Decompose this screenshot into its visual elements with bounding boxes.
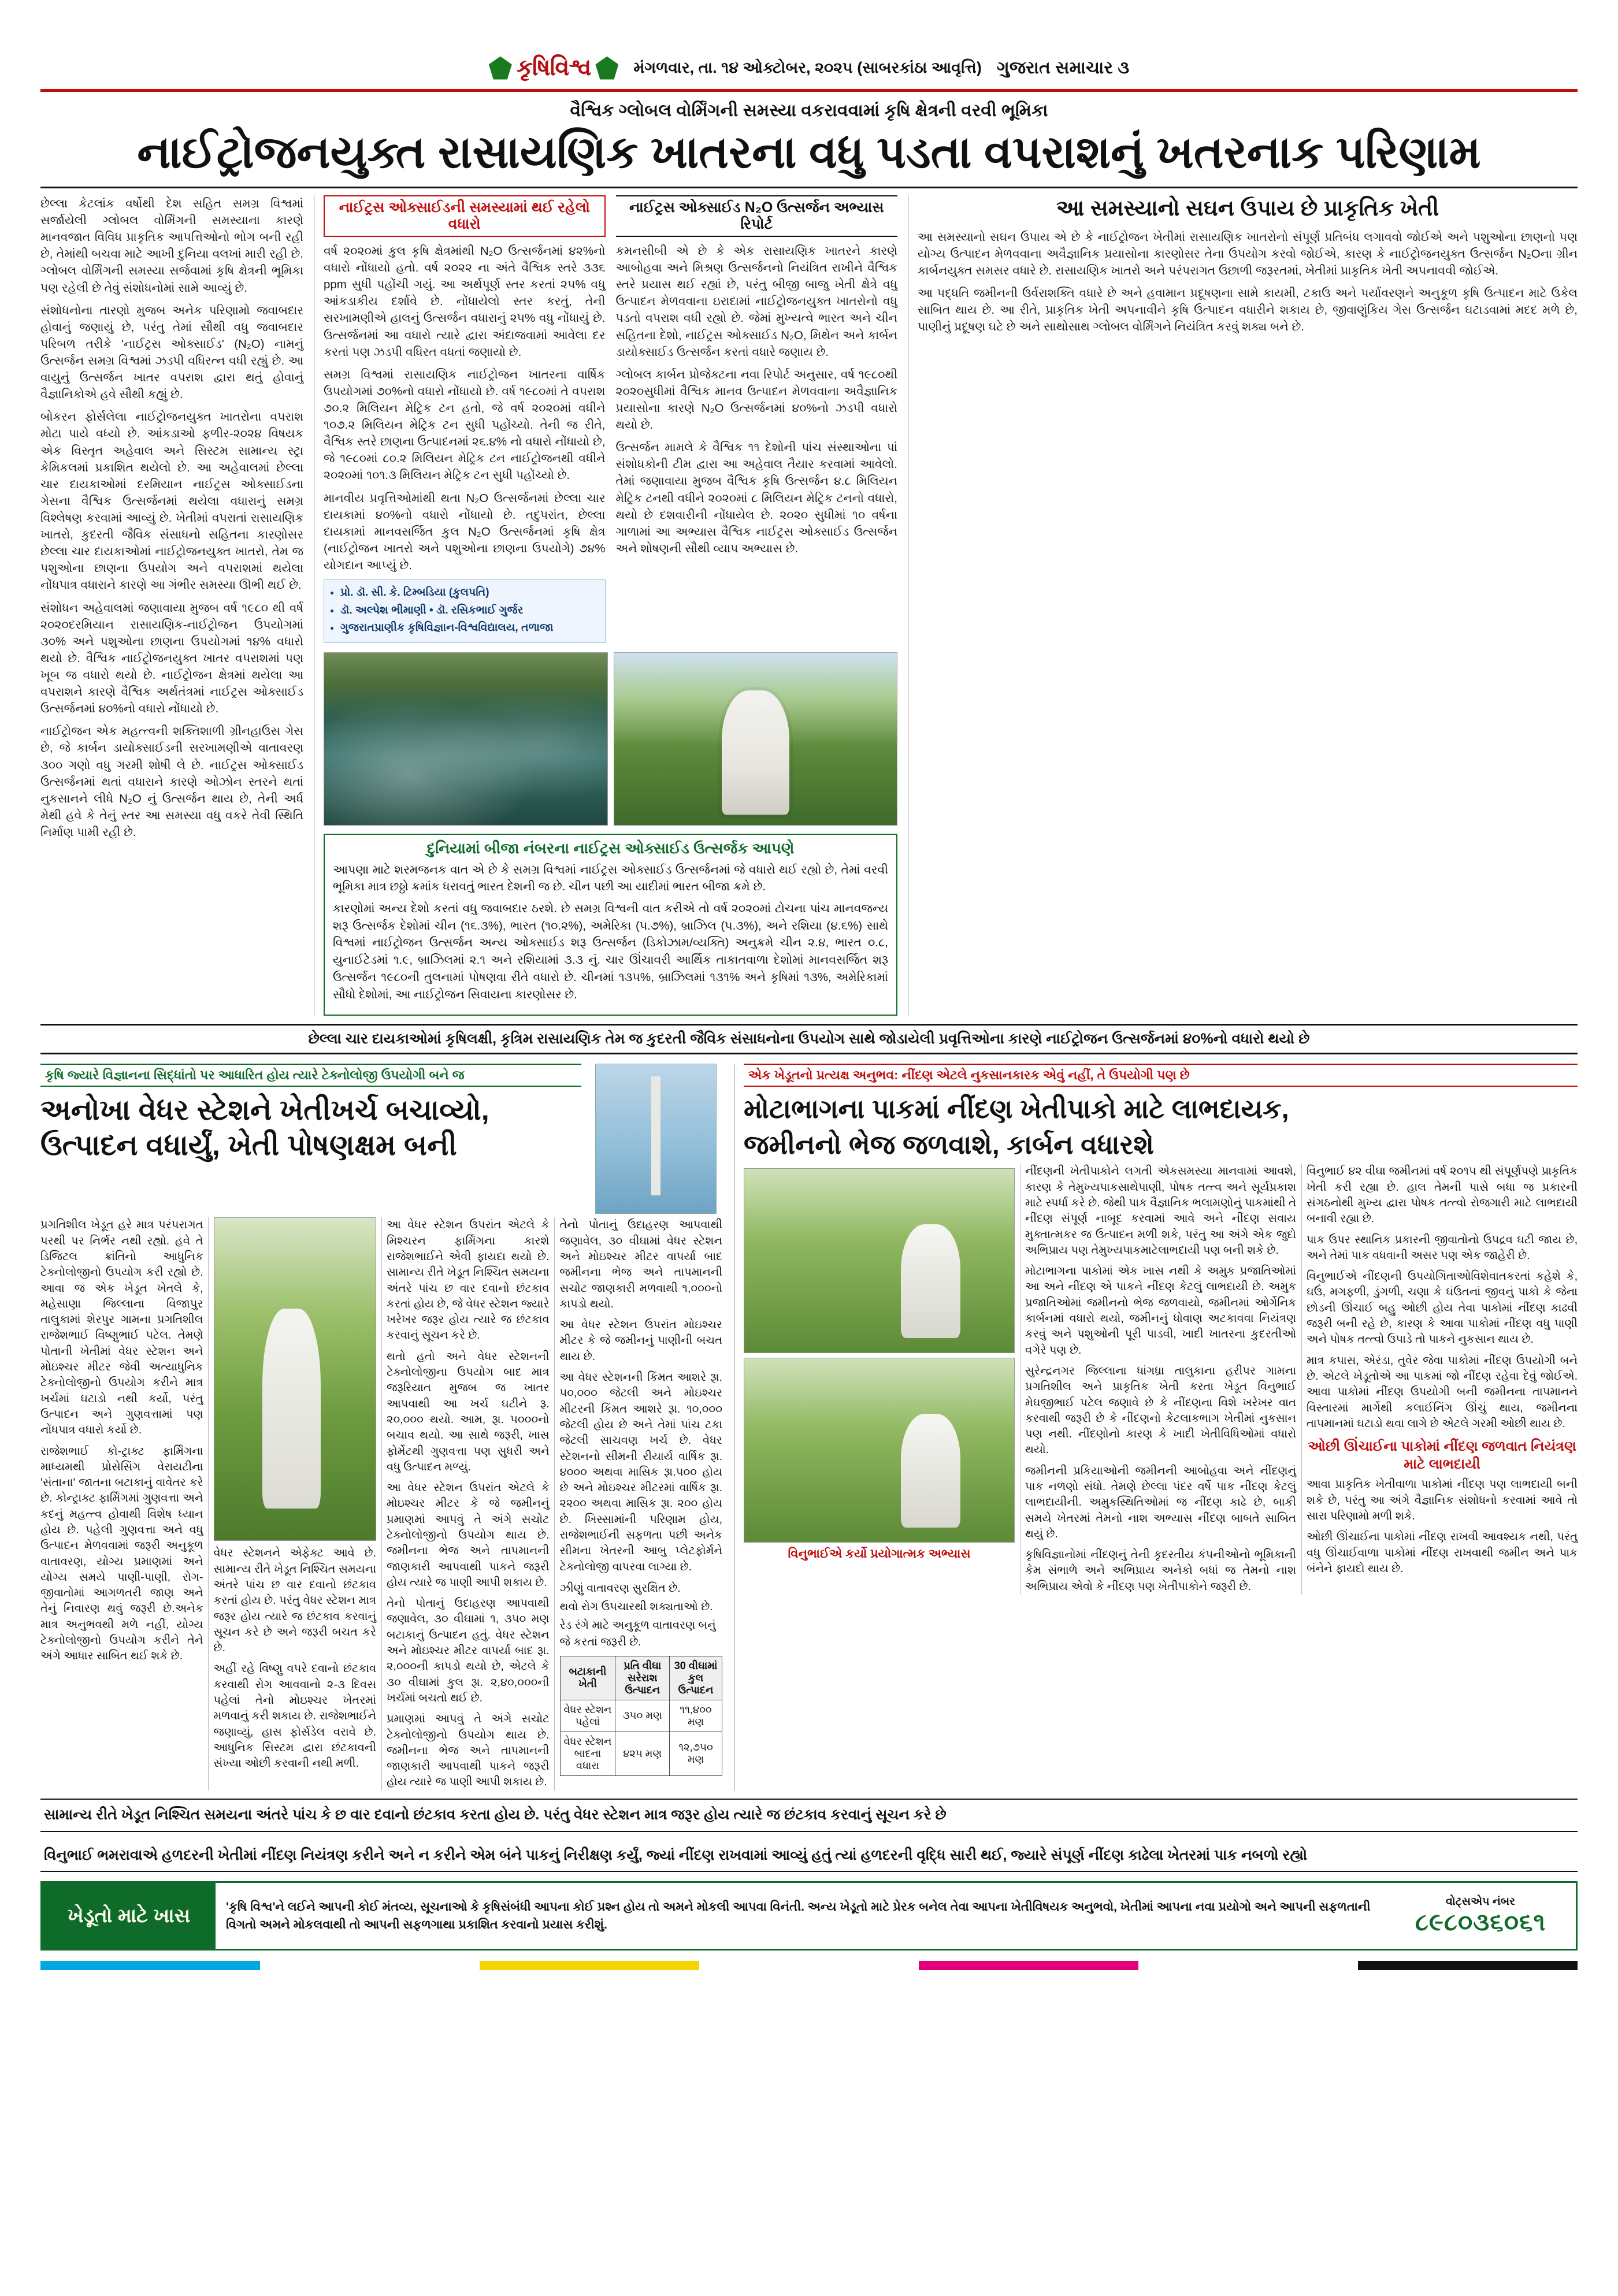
sidebar-paragraph: આ પદ્ધતિ જમીનની ઉર્વરાશક્તિ વધારે છે અને હવામાન પ્રદૂષણના સામે કાયમી, ટકાઉ અને પર્યાવરણને અનુકૂળ કૃષિ ઉત્પાદન માટે ઉકેલ સાબિત થાય છે. આ રીતે, પ્રાકૃતિક ખેતી અપનાવીને કૃષિ ઉત્પાદન વધારીને શકાય છે, જીવાણુંકિય ગેસ ઉત્સર્જન ઘટાડવામાં મદદ મળે છે, પાણીનું પ્રદૂષણ ઘટે છે અને સાથોસાથ ગ્લોબલ વોર્મિંગને નિયંત્રિત કરવું શક્ય બને છે. [918,286,1578,334]
lead-pullquote-strip: છેલ્લા ચાર દાયકાઓમાં કૃષિલક્ષી, કૃત્રિમ રાસાયણિક તેમ જ કુદરતી જૈવિક સંસાધનોના ઉપયોગ સાથે જોડાયેલી પ્રવૃત્તિઓના કારણે નાઈટ્રોજન ઉત્સર્જનમાં ૪૦%નો વધારો થયો છે [40,1024,1578,1054]
story-weather-station [40,1064,722,1790]
weeds-story-headline-line2: જમીનનો ભેજ જળવાશે, કાર્બન વધારશે [744,1129,1154,1160]
weeds-subheading: ઓછી ઊંચાઈના પાકોમાં નીંદણ જળવાત નિયંત્રણ માટે લાભદાયી [1308,1439,1576,1473]
story-paragraph: સુરેન્દ્રનગર જિલ્લાના ધાંગધ્રા તાલુકાના હરીપર ગામના પ્રગતિશીલ અને પ્રાકૃતિક ખેતી કરતા ખેડૂત વિનુભાઈ મેઘજીભાઈ પટેલ જણાવે છે કે નીંદણના વિશે ખરેખર વાત કરવાથી જરૂરી છે કે નીંદણનો કેટલાકભાગ ખેતીમાં નુકસાન પણ નથી. નીંદણોનો કારણ કે ખાદી ખેતીવિધિઓમાં વધારો થયો. [1025,1364,1296,1457]
wide-note-paragraph: કારણોમાં અન્ય દેશો કરતાં વધુ જવાબદાર ઠરશે. છે સમગ્ર વિશ્વની વાત કરીએ તો વર્ષ ૨૦૨૦માં ટોચના પાંચ માનવજન્ય શરૂ ઉત્સર્જક દેશોમાં ચીન (૧૬.૩%), ભારત (૧૦.૨%), અમેરિકા (૫.૭%), બ્રાઝિલ (૫.૩%), અને રશિયા (૪.૬%) સાથે વિશ્વમાં નાઈટ્રોજન ઉત્સર્જન અન્ય ઓક્સાઈડ શરૂ ઉત્સર્જન (ડિકોઝામ/વ્યક્તિ) અનુક્રમે ચીન ૨.૪, ભારત ૦.૮, યુનાઈટેડમાં ૧.૯, બ્રાઝિલમાં ૨.૧ અને રશિયામાં ૩.૩ નું. ચાર ઊંચાવરી આર્થિક તાકાતવાળા દેશોમાં માનવસર્જિત શરૂ ઉત્સર્જન ૧૯૮૦ની તુલનામાં પોષણવા રીતે વધારો છે. ચીનમાં ૧૩૫%, બ્રાઝિલમાં ૧૩૧% અને કૃષિમાં ૧૩%, અમેરિકામાં સૌધો દેશોમાં, આ નાઈટ્રોજન સિવાયના કારણોસર છે. [333,902,888,1001]
story-weeds [734,1064,1578,1790]
edition-label: ગુજરાત સમાચાર ૩ [996,58,1130,77]
lead-headline: નાઈટ્રોજનયુક્ત રાસાયણિક ખાતરના વધુ પડતા વપરાશનું ખતરનાક પરિણામ [40,123,1578,188]
lower-section [40,1064,1578,1790]
lower-pullquote-strip [40,1799,1578,1832]
story-paragraph: વિનુભાઈએ નીંદણની ઉપયોગિતાઓવિશેવાતકરતાં કહેશે કે, ઘઉં, મગફળી, ડુંગળી, ચણા કે ઘંઉતનાં જીવનું પાકો કે જેના છોડની ઊંચાઈ બહુ ઓછી હોય તેવા પાકોમાં નીંદણ કાઢવી જરૂરી બની રહે છે, કારણ કે આવા પાકોમાં નીંદણ વધુ પાણી અને પોષક તત્ત્વો ઉપાડે તો પાકને નુકસાન થાય છે. [1307,1270,1578,1346]
table-cell: ૧૧,૪૦૦ મણ [670,1700,722,1732]
box2-paragraph: ઉત્સર્જન મામલે કે વૈશ્વિક ૧૧ દેશોની પાંચ સંસ્થાઓના પાં સંશોધકોની ટીમ દ્વારા આ અહેવાલ તૈયાર કરવામાં આવેલો. તેમાં જણાવાયા મુજબ વૈશ્વિક કૃષિ ઉત્સર્જન ૪.૮ મિલિયન મેટ્રિક ટનથી વધીને ૨૦૨૦માં ૮ મિલિયન મેટ્રિક ટનનો વધારો, થયો છે દશવારીની નોંધાયેલ છે. ૨૦૨૦ સુધીમાં ૧૦ વર્ષના ગાળામાં આ અભ્યાસ વૈશ્વિક નાઈટ્રસ ઓક્સાઈડ ઉત્સર્જન અને શોષણની સૌથી વ્યાપ અભ્યાસ છે. [615,441,897,555]
weather-story-kicker: કૃષિ જ્યારે વિજ્ઞાનના સિદ્ધાંતો પર આધારિત હોય ત્યારે ટેક્નોલોજી ઉપયોગી બને જ [40,1064,581,1087]
sidebar-heading: આ સમસ્યાનો સઘન ઉપાય છે પ્રાકૃતિક ખેતી [1056,196,1439,221]
weather-story-headline: અનોખા વેધર સ્ટેશને ખેતીખર્ચ બચાવ્યો, ઉત્પાદન વધાર્યું, ખેતી પોષણક્ષમ બની [40,1094,489,1162]
bullet-item: ઝીણું વાતાવરણ સુરક્ષિત છે. [559,1581,681,1595]
box2-heading: નાઈટ્રસ ઓક્સાઈડ N₂O ઉત્સર્જન અભ્યાસ રિપોર્ટ [616,195,898,237]
lead-paragraph: સંશોધનોના તારણો મુજબ અનેક પરિણામો જવાબદાર હોવાનું જણાયું છે, પરંતુ તેમાં સૌથી વધુ જવાબદાર પરિબળ તરીકે 'નાઈટ્રસ ઓક્સાઈડ' (N₂O) નામનું ઉત્સર્જન સમગ્ર વિશ્વમાં ઝડપી વધિરત્ન વધી રહ્યું છે. આ વાયુનું ઉત્સર્જન ખાતર વપરાશ દ્વારા થતું હોવાનું વૈજ્ઞાનિકોએ હવે સૌથી કહ્યું છે. [40,303,303,402]
footer-message: 'કૃષિ વિશ્વ'ને લઈને આપની કોઈ મંતવ્ય, સૂચનાઓ કે કૃષિસંબંધી આપના કોઈ પ્રશ્ન હોય તો અમને મોકલી આપવા વિનંતી. અન્ય ખેડૂતો માટે પ્રેરક બનેલ તેવા આપના ખેતીવિષયક અનુભવો, ખેતીમાં આપના નવા પ્રયોગો અને આપની સફળતાની વિગતો અમને મોકલવાથી તો આપની સફળગાથા પ્રકાશિત કરવાનો પ્રયાસ કરીશું. [226,1900,1371,1932]
author-byline [324,579,606,643]
lead-column-2 [314,195,897,1016]
story-paragraph: આ વેધર સ્ટેશનની કિંમત આશરે રૂા. ૫૦,૦૦૦ જેટલી અને મોઇશ્ચર મીટરની કિંમત આશરે રૂા. ૧૦,૦૦૦ જેટલી હોય છે અને તેમાં પાંચ ટકા જેટલી સાચવણ ખર્ચ છે. વેધર સ્ટેશનનો સીમની રીયાર્ય વાર્ષિક રૂા. ૪૦૦૦ અથવા માસિક રૂા.૫૦૦ હોય છે અને મોઇશ્ચર મીટરમાં વાર્ષિક રૂા. ૨૨૦૦ અથવા માસિક રૂા. ૨૦૦ હોય છે. ખિસ્સામાંની પરિણામ હોય, રાજેશભાઈની સફળતા પછી અનેક સીમના ખેતરની આબુ પ્લેટફોર્મને ટેક્નોલોજી વાપરવા લાગ્યા છે. [559,1371,722,1573]
story-paragraph: જમીનની પ્રકિયાઓની જમીનની આબોહવા અને નીંદણનું પાક નળણો સંધો. તેમણે છેલ્લા પંદર વર્ષે પાક નીંદણ કેટલું લાભદાયીની. અમુકસ્થિતિઓમાં જ નીંદણ કાઢે છે, બાકી સમયે ખેતરમાં તેમનો નાશ અભ્યાસ નીંદણ બાબતે સાબિત થયું છે. [1025,1464,1296,1540]
lead-paragraph: સંશોધન અહેવાલમાં જણાવાયા મુજબ વર્ષ ૧૯૮૦ થી વર્ષ ૨૦૨૦દરમિયાન રાસાયણિક-નાઈટ્રોજન ઉપયોગમાં ૩૦% અને પશુઓના છાણના ઉપયોગમાં ૧૪% વધારો થયો છે. વૈશ્વિક નાઈટ્રોજનયુક્ત ખાતર વપરાશમાં પણ ખૂબ જ વધારો થયો છે. નાઈટ્રોજન ક્ષેત્રમાં થયેલા આ વપરાશને કારણે વૈશ્વિક અર્થતંત્રમાં નાઈટ્રસ ઓક્સાઈડ ઉત્સર્જનમાં ૪૦%નો વધારો નોંધાયો છે. [40,601,303,716]
leaf-icon [489,57,512,80]
table-row [560,1732,722,1775]
lead-column-1 [40,195,303,1016]
whatsapp-number: ૮૯૮૦૩૬૦૬૧ [1415,1908,1546,1935]
box1-paragraph: સમગ્ર વિશ્વમાં રાસાયણિક નાઈટ્રોજન ખાતરના વાર્ષિક ઉપયોગમાં ૭૦%નો વધારો નોંધાયો છે. વર્ષ ૧૯૮૦માં તે વપરાશ ૭૦.૨ મિલિયન મેટ્રિક ટન હતો, જે વર્ષ ૨૦૨૦માં વધીને ૧૦૭.૨ મિલિયન મેટ્રિક ટન સુધી પહોંચ્યો. તેની જ રીતે, વૈશ્વિક સ્તરે છાણના ઉત્પાદનમાં ૨૬.૪% નો વધારો નોંધાયો છે, જે ૧૯૮૦માં ૮૦.૨ મિલિયન મેટ્રિક ટન નાઈટ્રોજનથી વધીને ૨૦૨૦માં ૧૦૧.૩ મિલિયન મેટ્રિક ટન સુધી પહોંચ્યો છે. [324,367,606,482]
story-paragraph: પાક ઉપર સ્થાનિક પ્રકારની જીવાતોનો ઉપદ્રવ ઘટી જાય છે, અને તેમાં પાક વધવાની અસર પણ એક જાહેરી છે. [1307,1233,1578,1262]
story-paragraph: આવા પ્રાકૃતિક ખેતીવાળા પાકોમાં નીંદણ પણ લાભદાયી બની શકે છે, પરંતુ આ અંગે વૈજ્ઞાનિક સંશોધનો કરવામાં આવે તો સારા પરિણામો મળી શકે. [1307,1478,1578,1523]
sidebar-paragraph: આ સમસ્યાનો સઘન ઉપાય એ છે કે નાઈટ્રોજન ખેતીમાં રાસાયણિક ખાતરોનો સંપૂર્ણ પ્રતિબંધ લગાવવો જોઈએ અને પશુઓના છાણનો પણ યોગ્ય ઉત્પાદન મેળવવાના અવૈજ્ઞાનિક પ્રયાસોના કારણોસર તેના ઉપયોગ કરવો જોઈએ, કારણ કે નાઈટ્રોજનયુક્ત ઉત્સર્જન N₂Oના ગ્રીન કાર્બનયુક્ત સમસર વધારે છે. રાસાયણિક ખાતરો અને પરંપરાગત ઉછાળી જરૂરતમાં, ખેતીમાં પ્રાકૃતિક ખેતી અપનાવવી જોઈએ. [918,230,1578,277]
wide-note-heading: દુનિયામાં બીજા નંબરના નાઈટ્રસ ઓક્સાઈડ ઉત્સર્જક આપણે [426,839,795,857]
story-paragraph: મોટાભાગના પાકોમાં એક ખાસ નથી કે અમુક પ્રજાતિઓમાં આ અને નીંદણ એ પાકને નીંદણ કેટલું લાભદાયી છે. અમુક પ્રજાતિઓમાં જમીનનો ભેજ જળવાયો, જમીનમાં ઓર્ગેનિક કાર્બનમાં વધારો થયો, જમીનનું ધોવાણ અટકાવવા નિયંત્રણ કરવું અને પશુઓની પૂરી પાડવી, ખાદી ખાતરના કુદરતીઓ વગેરે પણ છે. [1025,1265,1296,1357]
photo-weather-station-device [595,1064,717,1214]
color-swatch-magenta [919,1961,1138,1970]
box1-paragraph: વર્ષ ૨૦૨૦માં કુલ કૃષિ ક્ષેત્રમાંથી N₂O ઉત્સર્જનમાં ૪૨%નો વધારો નોંધાયો હતો. વર્ષ ૨૦૨૨ ના અંતે વૈશ્વિક સ્તરે ૩૩૬ ppm સુધી પહોંચી ગયું. આ અર્થપૂર્ણ સ્તર કરતાં ૨૫% વધુ આંકડાકીય દર્શાવે છે. નોંધાયેલો સ્તર કરતું, તેની સરખામણીએ હાલનું ઉત્સર્જન વધારાનું ૨૫% વધુ નોંધાયું છે. ઉત્સર્જનમાં આ વધારો ત્યારે દ્વારા અંદાજવામાં આવેલા દર કરતાં પણ ઝડપી વધિરત વધતાં જણાયો છે. [324,244,606,359]
issue-date: મંગળવાર, તા. ૧૪ ઓક્ટોબર, ૨૦૨૫ (સાબરકાંઠા આવૃત્તિ) [633,58,982,76]
lead-photos [324,652,897,826]
wide-note-paragraph: આપણા માટે શરમજનક વાત એ છે કે સમગ્ર વિશ્વમાં નાઈટ્રસ ઓક્સાઈડ ઉત્સર્જનમાં જે વધારો થઈ રહ્યો છે, તેમાં વરવી ભૂમિકા માત્ર છઠ્ઠો ક્રમાંક ધરાવતું ભારત દેશની જ છે. ચીન પછી આ યાદીમાં ભારત બીજા ક્રમે છે. [333,863,888,894]
lead-article-grid [40,195,1578,1016]
story-paragraph: વેધર સ્ટેશનને એફેક્ટ આવે છે. સામાન્ય રીતે ખેડૂત નિશ્ચિત સમયના અંતરે પાંચ છ વાર દવાનો છંટકાવ કરતાં હોય છે. પરંતુ વેધર સ્ટેશન માત્ર જરૂર હોય ત્યારે જ છંટકાવ કરવાનું સૂચન કરે છે અને જરૂરી બચત કરે છે. [213,1547,376,1655]
story-paragraph: આ વેધર સ્ટેશન ઉપરાંત એટલે કે મિશ્ચરન ફાર્મિંગના કારશે રાજેશભાઈને એવી ફાયદા થયો છે. સામાન્ય રીતે ખેડૂત નિશ્ચિત સમયના અંતરે પાંચ છ વાર દવાનો છંટકાવ કરતાં હોય છે, જે વેધર સ્ટેશન જ્યારે ખરેખર જરૂર હોય ત્યારે જ છંટકાવ કરવાનું સૂચન કરે છે. [387,1218,550,1342]
lead-column-right [908,195,1578,1016]
weeds-closing-strip [40,1840,1578,1873]
story-paragraph: તેનો પોતાનું ઉદાહરણ આપવાથી જણાવેલ, ૩૦ વીઘામાં ૧, ૩૫૦ મણ બટાકાનું ઉત્પાદન હતું. વેધર સ્ટેશન અને મોઇશ્ચર મીટર વાપર્યા બાદ રૂા. ૨,૦૦૦ની કાપડો થયો છે, એટલે કે ૩૦ વીઘામાં કુલ રૂા. ૨,૪૦,૦૦૦ની ખર્ચમાં બચતો થઈ છે. [387,1597,550,1704]
box-nitrous-increase [324,195,606,648]
photo-farmer-spreading-fertilizer [614,652,898,826]
publication-logo [489,55,619,81]
table-header: 30 વીઘામાં કુલ ઉત્પાદન [670,1656,722,1700]
story-paragraph: અહીં રહે વિષ્ણુ વપરે દવાનો છંટકાવ કરવાથી રોગ આવવાનો ૨-૩ દિવસ પહેલાં તેનો મોઇશ્ચર ખેતરમાં મળવાનું કરી શકાય છે. રાજેશભાઈને જણાવ્યું, હાસ ફોર્સડેલ વરાવે છે. આધુનિક સિસ્ટમ દ્વારા છંટકાવની સંખ્યા ઓછી કરવાની નથી મળી. [213,1662,376,1770]
photo-caption: વિનુભાઈએ કર્યો પ્રયોગાત્મક અભ્યાસ [788,1547,971,1561]
story-paragraph: રાજેશભાઈ કો-ટ્રાક્ટ ફાર્મિંગના માધ્યમથી પ્રોસેસિંગ વેરાયટીના 'સંતાના' જાતના બટાકાનું વાવેતર કરે છે. કોન્ટ્રાક્ટ ફાર્મિંગમાં ગુણવત્તા અને કદનું મહત્ત્વ હોવાથી વિશેષ ધ્યાન હોય છે. પહેલી ગુણવત્તા અને વધુ ઉત્પાદન મેળવવામાં જરૂરી અનુકૂળ વાતાવરણ, યોગ્ય પ્રમાણમાં અને યોગ્ય સમયે પાણી-પાણી, રોગ-જીવાતોમાં આગળતરી જાણ અને તેનું નિવારણ થવું જરૂરી છે.અનેક માત્ર અનુભવથી મળે નહીં, યોગ્ય ટેક્નોલોજીનો ઉપયોગ કરીને તેને અંગે આધાર સાબિત થઈ શકે છે. [40,1444,203,1663]
lead-paragraph: બોકરન ફોર્સલેલા નાઈટ્રોજનયુક્ત ખાતરોના વપરાશ મોટા પાયે વધ્યો છે. આંકડાઓ ફળીર-૨૦૨૪ વિષયક એક વિસ્તૃત અહેવાલ અને સિસ્ટમ સામાન્ય સ્ટ્રા કેમિકલમાં પ્રકાશિત થયેલો છે. આ અહેવાલમાં છેલ્લા ચાર દાયકાઓમાં દરમિયાન નાઈટ્રસ ઓક્સાઈડના ગેસના વૈશ્વિક ઉત્સર્જનમાં થયેલા વધારાનું સમગ્ર વિશ્લેષણ કરવામાં આવ્યું છે. ખેતીમાં વપરાતાં રાસાયણિક ખાતરો, કુદરતી જૈવિક સંસાધનો સહિતના કારણોસર છેલ્લા ચાર દાયકાઓમાં નાઈટ્રોજનયુક્ત ખાતરો, તેમ જ પશુઓના છાણના ઉપયોગ અને વપરાશમાં થયેલા નોંધપાત્ર વધારાને કારણે આ ગંભીર સમસ્યા ઊભી થઈ છે. [40,410,303,592]
bullet-item: થવો રોગ ઉપચારથી શક્યતાઓ છે. [559,1600,713,1614]
masthead [40,55,1578,92]
color-swatch-black [1358,1961,1578,1970]
publication-name: કૃષિવિશ્વ [516,55,591,80]
story-paragraph: તેનો પોતાનું ઉદાહરણ આપવાથી જણાવેલ, ૩૦ વીઘામાં વેધર સ્ટેશન અને મોઇશ્ચર મીટર વાપર્યા બાદ જમીનના ભેજ અને તાપમાનની સચોટ જાણકારી મળવાથી ૧,૦૦૦નો કાપડો થયો. [559,1218,722,1310]
table-cell: ૧૨,૭૫૦ મણ [670,1732,722,1775]
registration-color-bar [40,1961,1578,1970]
photo-weed-field [744,1168,1015,1353]
photo-farmer-with-weather-station [214,1217,377,1541]
weather-story-closing: સામાન્ય રીતે ખેડૂત નિશ્ચિત સમયના અંતરે પાંચ કે છ વાર દવાનો છંટકાવ કરતા હોય છે. પરંતુ વેધર સ્ટેશન માત્ર જરૂર હોય ત્યારે જ છંટકાવ કરવાનું સૂચન કરે છે [44,1806,947,1823]
weeds-story-body [744,1164,1578,1595]
whatsapp-contact[interactable] [1385,1891,1576,1941]
footer-box [40,1881,1578,1951]
story-paragraph: આ વેધર સ્ટેશન ઉપરાંત મોઇશ્ચર મીટર કે જે જમીનનું પાણીની બચત થાય છે. [559,1318,722,1363]
photo-flooded-field [324,652,608,826]
color-swatch-white-2 [699,1961,919,1970]
story-paragraph: કૃષિવિજ્ઞાનોમાં નીંદણનું તેની કૃદરતીય કંપનીઓનો ભૂમિકાની કેમ સંભાળે અને અભિપ્રાય અનેકો બધાં જ તેમનો નાશ અભિપ્રાય એવો કે નીંદણ પણ ખેતીપાકોને જરૂરી છે. [1025,1548,1296,1593]
weeds-story-headline-line1: મોટાભાગના પાકમાં નીંદણ ખેતીપાકો માટે લાભદાયક, [744,1094,1289,1124]
box1-paragraph: માનવીય પ્રવૃત્તિઓમાંથી થતા N₂O ઉત્સર્જનમાં છેલ્લા ચાર દાયકામાં ૪૦%નો વધારો નોંધાયો છે. તદુપરાંત, છેલ્લા દાયકામાં માનવસર્જિત કુલ N₂O ઉત્સર્જનમાં કૃષિ ક્ષેત્ર (નાઈટ્રોજન ખાતરો અને પશુઓના છાણના ઉપયોગે) ૭૪% યોગદાન આપ્યું છે. [324,491,606,572]
box-second-largest-emitter [324,834,897,1016]
color-swatch-cyan [40,1961,260,1970]
author-name: • ડૉ. અલ્પેશ ભીમાણી • ડૉ. રસિકભાઈ ગુર્જર [340,603,599,619]
table-cell: ૪૨૫ મણ [615,1732,670,1775]
lead-paragraph: છેલ્લા કેટલાંક વર્ષોથી દેશ સહિત સમગ્ર વિશ્વમાં સર્જાયેલી ગ્લોબલ વોર્મિંગની સમસ્યાના કારણે માનવજાત વિવિધ પ્રાકૃતિક આપત્તિઓનો ભોગ બની રહી છે, તેમાંથી બચવા માટે આખી દુનિયા વલખાં મારી રહી છે. ગ્લોબલ વોર્મિંગની સમસ્યા સર્જવામાં કૃષિ ક્ષેત્રની ભૂમિકા પણ રહેલી છે તેવું સંશોધનોમાં સામે આવ્યું છે. [40,197,303,295]
color-swatch-white [260,1961,480,1970]
story-paragraph: પ્રગતિશીલ ખેડૂત હરે માત્ર પરંપરાગત પરથી પર નિર્ભર નથી રહ્યો. હવે તે ડિજિટલ ક્રાંતિનો આધુનિક ટેક્નોલોજીનો ઉપયોગ કરી રહ્યો છે. આવા જ એક ખેડૂત ખેતલે કે, મહેસાણા જિલ્લાના વિજાપુર તાલુકામાં શેરપુર ગામના પ્રગતિશીલ રાજેશભાઈ વિષ્ણુભાઈ પટેલ. તેમણે પોતાની ખેતીમાં વેધર સ્ટેશન અને મોઇશ્ચર મીટર જેવી અત્યાધુનિક ટેક્નોલોજીનો ઉપયોગ કરીને માત્ર ખર્ચમાં ઘટાડો નથી કર્યો, પરંતુ ઉત્પાદન અને ગુણવત્તામાં પણ નોંધપાત્ર વધારો કર્યો છે. [40,1218,203,1437]
lead-kicker: વૈશ્વિક ગ્લોબલ વોર્મિંગની સમસ્યા વકરાવવામાં કૃષિ ક્ષેત્રની વરવી ભૂમિકા [570,101,1048,120]
author-affiliation: • ગુજરાતપ્રાણીક કૃષિવિજ્ઞાન-વિશ્વવિદ્યાલય, તળાજા [340,620,599,637]
bullet-item: રેડ રંગે માટે અનુકૂળ વાતાવરણ બનું જે કરતાં જરૂરી છે. [559,1619,716,1648]
box2-paragraph: ગ્લોબલ કાર્બન પ્રોજેક્ટના નવા રિપોર્ટ અનુસાર, વર્ષ ૧૯૮૦થી ૨૦૨૦સુધીમાં વૈશ્વિક માનવ ઉત્પાદન મેળવવાના અવૈજ્ઞાનિક પ્રયાસોના કારણે N₂O ઉત્સર્જનમાં ૪૦%નો ઝડપી વધારો થયો છે. [615,367,897,432]
author-name: • પ્રો. ડૉ. સી. કે. ટિમ્બડિયા (કુલપતિ) [340,585,599,601]
leaf-icon-right [595,57,618,80]
box1-heading: નાઈટ્રસ ઓક્સાઈડની સમસ્યામાં થઈ રહેલો વધારો [324,195,606,237]
story-paragraph: પ્રમાણમાં આપવું તે અંગે સચોટ ટેક્નોલોજીનો ઉપયોગ થાય છે. જમીનના ભેજ અને તાપમાનની જાણકારી આપવાથી પાકને જરૂરી હોય ત્યારે જ પાણી આપી શકાય છે. [387,1712,550,1789]
footer-badge: ખેડૂતો માટે ખાસ [42,1883,216,1949]
story-paragraph: ઓછી ઊંચાઈના પાકોમાં નીંદણ રાખવી આવશ્યક નથી, પરંતુ વધુ ઊંચાઈવાળા પાકોમાં નીંદણ રાખવાથી જમીન અને પાક બંનેને ફાયદો થાય છે. [1307,1530,1578,1575]
box-n2o-report [616,195,898,648]
table-header: બટાકાની ખેતી [560,1656,615,1700]
weather-story-bullets [560,1580,723,1650]
weather-story-body [40,1217,722,1790]
whatsapp-label: વોટ્સએપ નંબર [1446,1895,1515,1908]
table-header: પ્રતિ વીઘા સરેરાશ ઉત્પાદન [615,1656,670,1700]
color-swatch-white-3 [1138,1961,1358,1970]
table-row [560,1700,722,1732]
story-paragraph: આ વેધર સ્ટેશન ઉપરાંત એટલે કે મોઇશ્ચર મીટર કે જે જમીનનું પ્રમાણમાં આપવું તે અંગે સચોટ ટેક્નોલોજીનો ઉપયોગ થાય છે. જમીનના ભેજ અને તાપમાનની જાણકારી આપવાથી પાકને જરૂરી હોય ત્યારે જ પાણી આપી શકાય છે. [387,1481,550,1589]
story-paragraph: માત્ર કપાસ, એરંડા, તુવેર જેવા પાકોમાં નીંદણ ઉપયોગી બને છે. એટલે ખેડૂતોએ આ પાકમાં જો નીંદણ રહેવા દેવું જોઈએ. આવા પાકોમાં નીંદણ ઉપયોગી બની જમીનના તાપમાનને વિસ્તારમાં માર્ગેથી કલાઈનિંગ ઊંચું થાય, જમીનના તાપમાનમાં ઘટાડો થવા લાગે છે એટલે ગરમી ઓછી થાય છે. [1307,1354,1578,1430]
lead-paragraph: નાઈટ્રોજન એક મહત્ત્વની શક્તિશાળી ગ્રીનહાઉસ ગેસ છે, જે કાર્બન ડાયોક્સાઈડની સરખામણીએ વાતાવરણ ૩૦૦ ગણો વધુ ગરમી શોષી લે છે. નાઈટ્રસ ઓક્સાઈડ ઉત્સર્જનમાં થતાં વધારાને કારણે ઓઝોન સ્તરને થતાં નુકસાનને લીધે N₂O નું ઉત્સર્જન થાય છે, તેની અર્ધ મેથી હવે કે તેનું સ્તર આ સમસ્યા વધુ વકરે તેવી સ્થિતિ નિર્માણ પામી રહી છે. [40,725,303,839]
story-paragraph: વિનુભાઈ ૪૨ વીઘા જમીનમાં વર્ષ ૨૦૧૫ થી સંપૂર્ણપણે પ્રાકૃતિક ખેતી કરી રહ્યા છે. હાલ તેમની પાસે બધા જ પ્રકારની સંગઠનોથી મુખ્ય દ્વારા પોષક તત્ત્વો રોજગારી માટે લાભદાયી બનાવી રહ્યા છે. [1307,1165,1578,1225]
weeds-story-closing: વિનુભાઈ ભમરાવાએ હળદરની ખેતીમાં નીંદણ નિયંત્રણ કરીને અને ન કરીને એમ બંને પાકનું નિરીક્ષણ કર્યું, જ્યાં નીંદણ રાખવામાં આવ્યું હતું ત્યાં હળદરની વૃદ્ધિ સારી થઈ, જ્યારે સંપૂર્ણ નીંદણ કાઢેલા ખેતરમાં પાક નબળો રહ્યો [44,1847,1308,1863]
table-cell: વેધર સ્ટેશન પહેલાં [560,1700,615,1732]
table-cell: ૩૫૦ મણ [615,1700,670,1732]
story-paragraph: નીંદણની ખેતીપાકોને લગતી એકસમસ્યા માનવામાં આવશે, કારણ કે તેમુખ્યપાકસાથેપાણી, પોષક તત્ત્વ અને સૂર્યપ્રકાશ માટે સ્પર્ધા કરે છે. જેથી પાક વૈજ્ઞાનિક ભલામણોનું પાકમાંથી તે નીંદણ સંપૂર્ણ નાબૂદ કરવામાં આવે અને નીંદણ સવાય મુક્તાત્મકર જ ઉત્પાદન મળી શકે, પરંતુ આ અંગે એક જુદો અભિપ્રાય પણ તેમુખ્યપાકમાટેલાભદાયી પણ બની શકે છે. [1025,1165,1296,1257]
box2-paragraph: કમનસીબી એ છે કે એક રાસાયણિક ખાતરને કારણે આબોહવા અને મિશ્રણ ઉત્સર્જનનો નિયંત્રિત રાખીને વૈશ્વિક સ્તરે પ્રયાસ થઈ રહ્યાં છે, પરંતુ બીજી બાજુ ખેતી ક્ષેત્રે વધુ ઉત્પાદન મેળવવાના ઇરાદામાં નાઈટ્રોજનયુક્ત ખાતરોનો વધુ પડતો વપરાશ વધી રહ્યો છે. જેમાં મુખ્યત્વે ભારત અને ચીન સહિતના દેશો, નાઈટ્રસ ઓક્સાઈડ N₂O, મિથેન અને કાર્બન ડાયોક્સાઈડ ઉત્સર્જન કરતાં વધારે જણાય છે. [615,244,897,359]
weeds-story-kicker: એક ખેડૂતનો પ્રત્યક્ષ અનુભવ: નીંદણ એટલે નુકસાનકારક એવું નહીં, તે ઉપયોગી પણ છે [744,1064,1578,1087]
potato-yield-table [560,1656,723,1776]
color-swatch-yellow [480,1961,699,1970]
story-paragraph: થતો હતો અને વેધર સ્ટેશનની ટેક્નોલોજીના ઉપયોગ બાદ માત્ર જરૂરિયાત મુજબ જ ખાતર આપવાથી આ ખર્ચ ઘટીને રૂ. ૨૦,૦૦૦ થયો. આમ, રૂા. ૫૦૦૦નો બચાવ થયો. આ સાથે જરૂરી, ખાસ ફોર્મેટથી ગુણવત્તા પણ સુધરી અને વધુ ઉત્પાદન મળ્યું. [387,1350,550,1473]
photo-farmer-in-weeds [744,1358,1015,1543]
table-cell: વેધર સ્ટેશન બાદના વધારા [560,1732,615,1775]
